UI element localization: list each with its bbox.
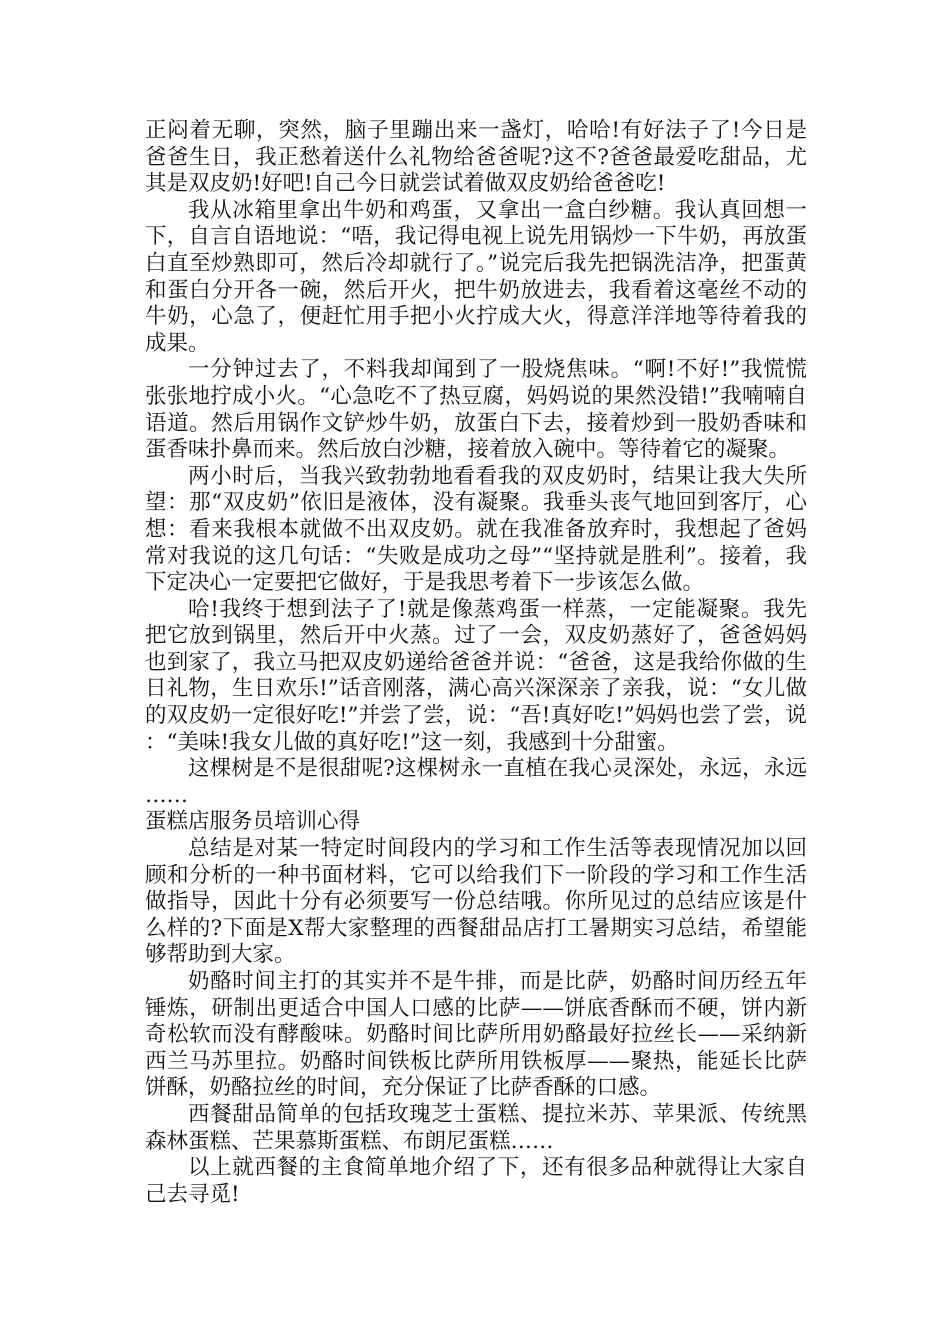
paragraph-4: 两小时后，当我兴致勃勃地看看我的双皮奶时，结果让我大失所望：那“双皮奶”依旧是液体，没有凝聚。我垂头丧气地回到客厅，心想：看来我根本就做不出双皮奶。就在我准备放弃时，我想起了爸妈常对我说的这几句话：“失败是成功之母”“坚持就是胜利”。接着，我下定决心一定要把它做好，于是我思考着下一步该怎么做。 — [145, 463, 807, 596]
paragraph-2: 我从冰箱里拿出牛奶和鸡蛋，又拿出一盒白纱糖。我认真回想一下，自言自语地说：“唔，我记得电视上说先用锅炒一下牛奶，再放蛋白直至炒熟即可，然后冷却就行了。”说完后我先把锅洗洁净，把蛋黄和蛋白分开各一碗，然后开火，把牛奶放进去，我看着这毫丝不动的牛奶，心急了，便赶忙用手把小火拧成大火，得意洋洋地等待着我的成果。 — [145, 197, 807, 356]
document-page — [145, 118, 807, 1208]
paragraph-3: 一分钟过去了，不料我却闻到了一股烧焦味。“啊!不好!”我慌慌张张地拧成小火。“心急吃不了热豆腐，妈妈说的果然没错!”我喃喃自语道。然后用锅作文铲炒牛奶，放蛋白下去，接着炒到一股奶香味和蛋香味扑鼻而来。然后放白沙糖，接着放入碗中。等待着它的凝聚。 — [145, 357, 807, 463]
paragraph-10: 以上就西餐的主食简单地介绍了下，还有很多品种就得让大家自己去寻觅! — [145, 1155, 807, 1207]
paragraph-8: 奶酪时间主打的其实并不是牛排，而是比萨，奶酪时间历经五年锤炼，研制出更适合中国人口感的比萨——饼底香酥而不硬，饼内新奇松软而没有酵酸味。奶酪时间比萨所用奶酪最好拉丝长——采纳新西兰马苏里拉。奶酪时间铁板比萨所用铁板厚——聚热，能延长比萨饼酥，奶酪拉丝的时间，充分保证了比萨香酥的口感。 — [145, 969, 807, 1101]
section-heading: 蛋糕店服务员培训心得 — [145, 809, 361, 835]
paragraph-9: 西餐甜品简单的包括玫瑰芝士蛋糕、提拉米苏、苹果派、传统黑森林蛋糕、芒果慕斯蛋糕、布朗尼蛋糕…… — [145, 1101, 807, 1154]
paragraph-1: 正闷着无聊，突然，脑子里蹦出来一盏灯，哈哈!有好法子了!今日是爸爸生日，我正愁着送什么礼物给爸爸呢?这不?爸爸最爱吃甜品，尤其是双皮奶!好吧!自己今日就尝试着做双皮奶给爸爸吃! — [145, 118, 807, 197]
paragraph-6: 这棵树是不是很甜呢?这棵树永一直植在我心灵深处，永远，永远…… — [145, 756, 807, 808]
paragraph-5: 哈!我终于想到法子了!就是像蒸鸡蛋一样蒸，一定能凝聚。我先把它放到锅里，然后开中火蒸。过了一会，双皮奶蒸好了，爸爸妈妈也到家了，我立马把双皮奶递给爸爸并说：“爸爸，这是我给你做的生日礼物，生日欢乐!”话音刚落，满心高兴深深亲了亲我，说：“女儿做的双皮奶一定很好吃!”并尝了尝，说：“吾!真好吃!”妈妈也尝了尝，说：“美味!我女儿做的真好吃!”这一刻，我感到十分甜蜜。 — [145, 596, 807, 755]
paragraph-7: 总结是对某一特定时间段内的学习和工作生活等表现情况加以回顾和分析的一种书面材料，它可以给我们下一阶段的学习和工作生活做指导，因此十分有必须要写一份总结哦。你所见过的总结应该是什么样的?下面是X帮大家整理的西餐甜品店打工暑期实习总结，希望能够帮助到大家。 — [145, 836, 807, 968]
